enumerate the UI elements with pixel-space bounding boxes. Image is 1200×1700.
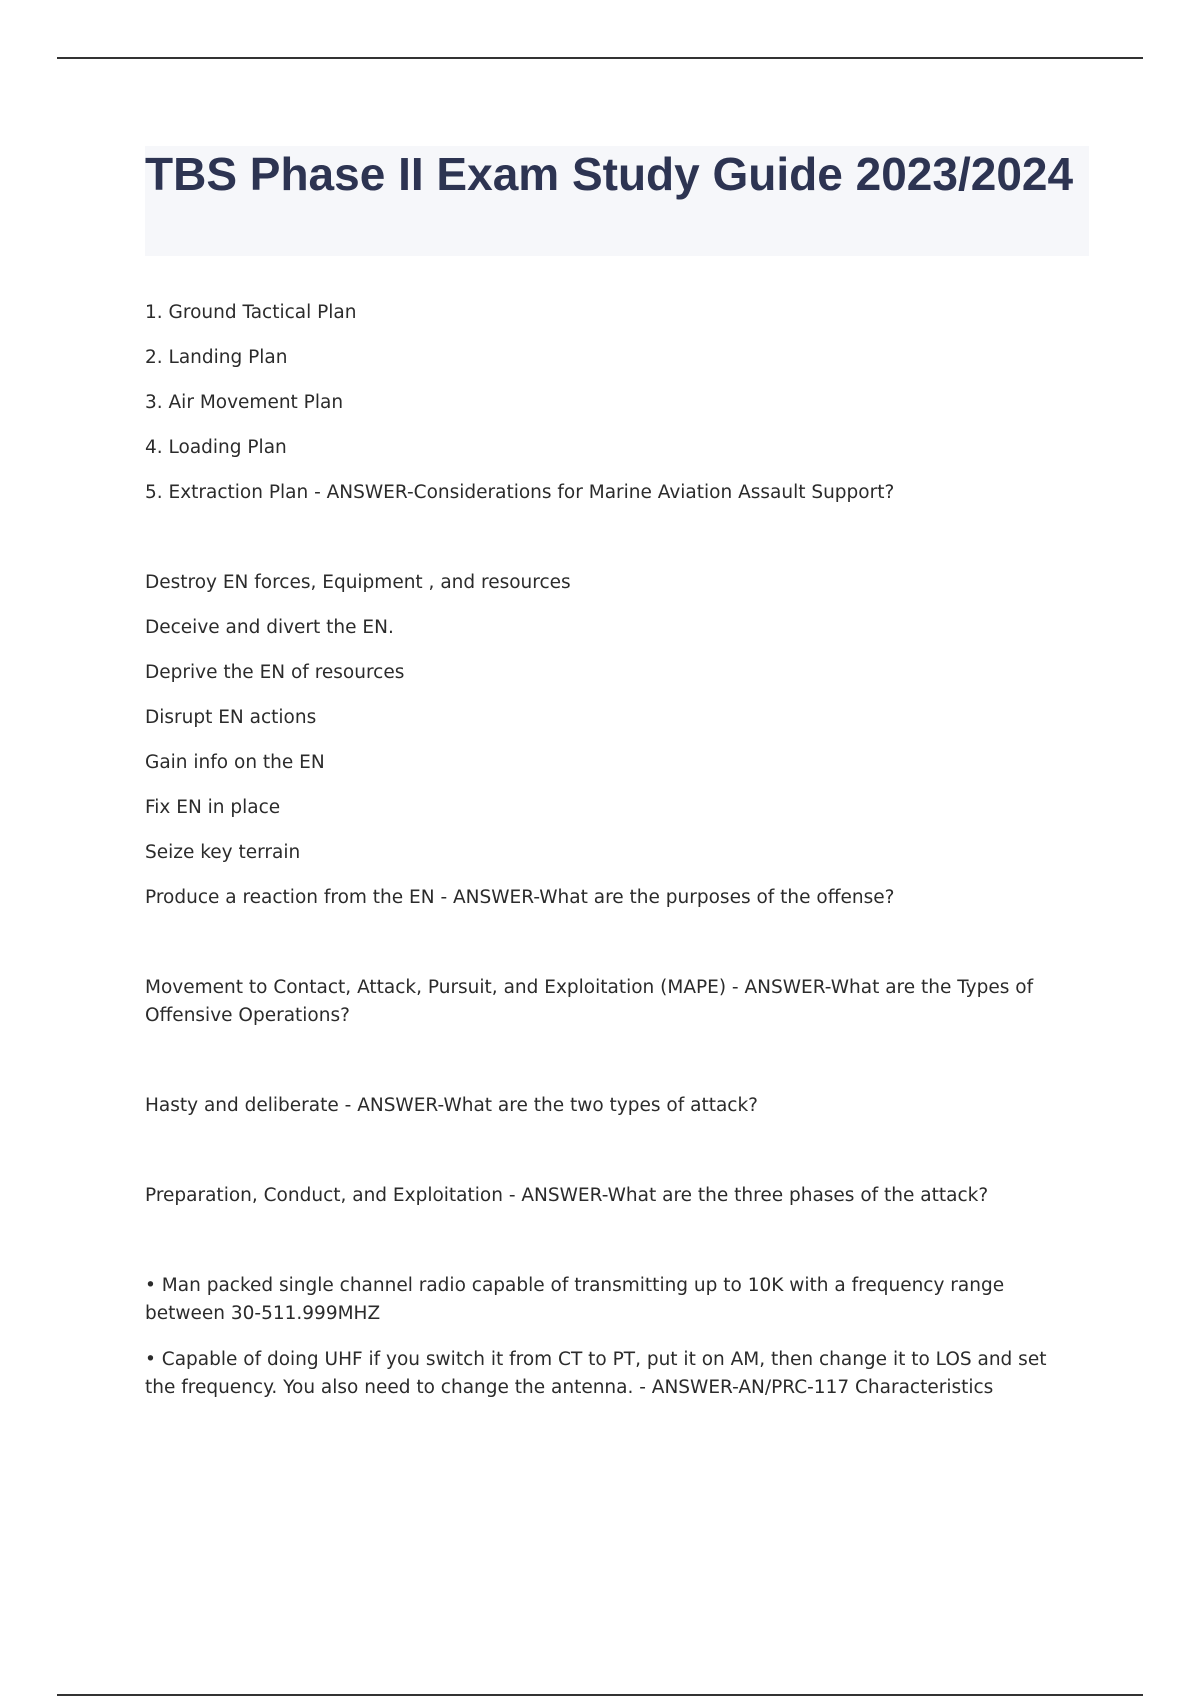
- list-item: Disrupt EN actions: [145, 707, 317, 728]
- list-item: Fix EN in place: [145, 797, 281, 818]
- list-item: 4. Loading Plan: [145, 437, 287, 458]
- bottom-rule: [57, 1694, 1143, 1696]
- bullet-item: • Capable of doing UHF if you switch it from CT to PT, put it on AM, then change it to LOS and set the frequency. You also need to change the antenna. - ANSWER-AN/PRC-117 Characteristics: [145, 1349, 1047, 1398]
- list-item: Deprive the EN of resources: [145, 662, 405, 683]
- list-item: 1. Ground Tactical Plan: [145, 302, 357, 323]
- paragraph: Preparation, Conduct, and Exploitation - ANSWER-What are the three phases of the attack?: [145, 1185, 989, 1206]
- page-title: TBS Phase II Exam Study Guide 2023/2024: [145, 148, 1074, 200]
- list-item: 5. Extraction Plan - ANSWER-Considerations for Marine Aviation Assault Support?: [145, 482, 895, 503]
- list-item: Destroy EN forces, Equipment , and resources: [145, 572, 571, 593]
- paragraph: Hasty and deliberate - ANSWER-What are the two types of attack?: [145, 1095, 759, 1116]
- list-item: 3. Air Movement Plan: [145, 392, 344, 413]
- list-item: Seize key terrain: [145, 842, 301, 863]
- list-item: Produce a reaction from the EN - ANSWER-What are the purposes of the offense?: [145, 887, 895, 908]
- document-body: [145, 299, 1080, 1402]
- title-banner: [145, 146, 1089, 256]
- list-item: Deceive and divert the EN.: [145, 617, 394, 638]
- list-item: 2. Landing Plan: [145, 347, 288, 368]
- list-item: Gain info on the EN: [145, 752, 325, 773]
- top-rule: [57, 57, 1143, 59]
- bullet-item: • Man packed single channel radio capable of transmitting up to 10K with a frequency range between 30-511.999MHZ: [145, 1275, 1005, 1324]
- paragraph: Movement to Contact, Attack, Pursuit, and Exploitation (MAPE) - ANSWER-What are the Types of Offensive Operations?: [145, 977, 1034, 1026]
